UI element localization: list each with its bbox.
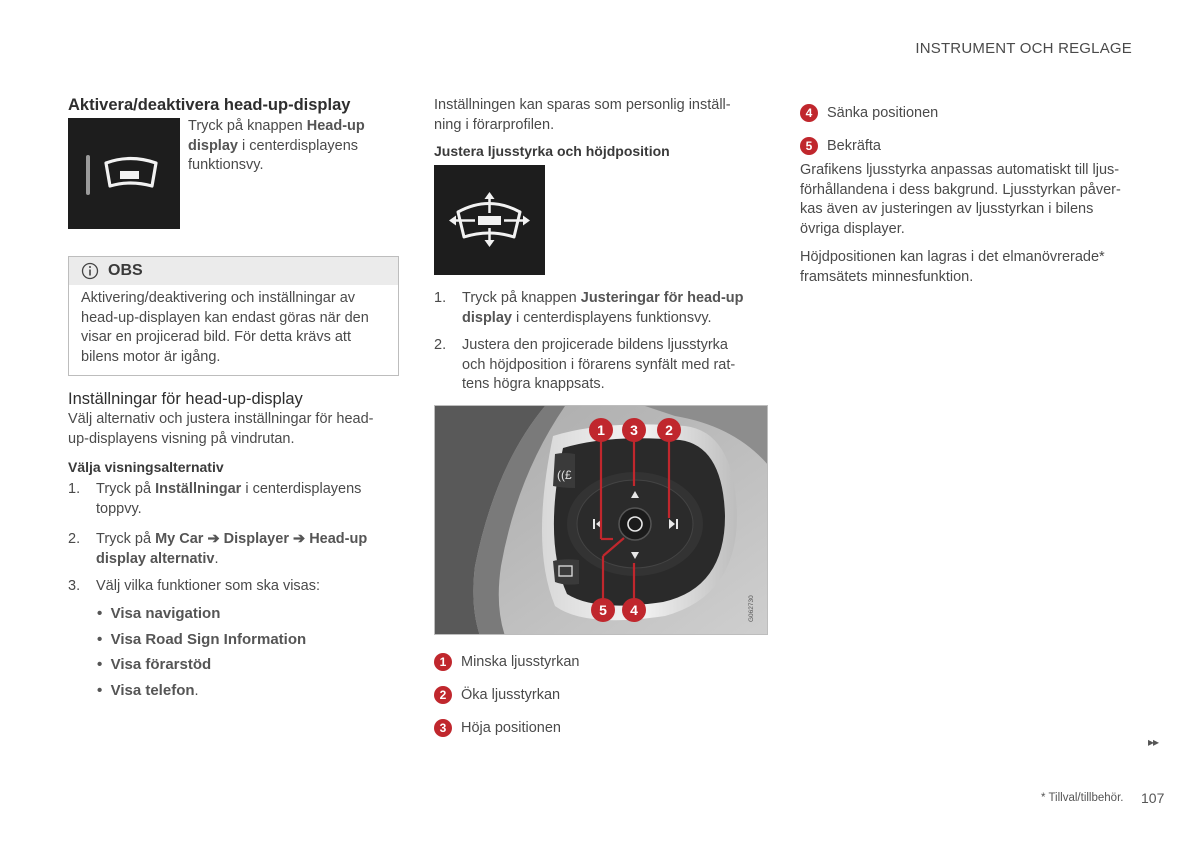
adjust-step-1: [434, 289, 774, 328]
adjust-step-1-number: 1.: [434, 290, 447, 306]
page-number: 107: [1141, 790, 1165, 806]
p1-line: övriga displayer.: [800, 220, 905, 237]
adjust-step-2-line1: Justera den projicerade bildens ljusstyrka: [462, 337, 728, 353]
bullet-suffix: .: [194, 682, 199, 699]
height-paragraph: [800, 248, 1140, 287]
brightness-paragraph: [800, 161, 1140, 239]
hud-icon: [68, 118, 180, 229]
arrow-right-icon: ➔: [293, 531, 306, 547]
steering-wheel-image: [434, 405, 768, 635]
step-1-settings: Inställningar: [155, 481, 242, 497]
bullet-text: Visa navigation: [110, 605, 221, 622]
intro-rest: i centerdisplayens: [237, 137, 359, 154]
step-3: [68, 577, 398, 597]
bullet-text: Visa förarstöd: [110, 656, 212, 673]
legend-number: 3: [434, 719, 452, 737]
head-up-label: Head-up: [306, 118, 365, 134]
adjust-step-1-b2: display: [462, 309, 512, 326]
step-3-text: Välj vilka funktioner som ska visas:: [96, 578, 321, 594]
callout-5: 5: [599, 602, 607, 618]
step-1: [68, 480, 398, 519]
step-1-line2: toppvy.: [96, 500, 142, 517]
info-icon: [81, 262, 99, 280]
legend-number: 5: [800, 137, 818, 155]
p1-line: Grafikens ljusstyrka anpassas automatiskt till ljus-: [800, 162, 1120, 178]
adjust-step-2-line3: tens högra knappsats.: [462, 376, 605, 392]
adjust-step-2-line2: och höjdposition i förarens synfält med rat-: [462, 356, 736, 373]
p1-line: kas även av justeringen av ljusstyrkan i bilens: [800, 201, 1094, 217]
title-activate: Aktivera/deaktivera head-up-display: [68, 96, 351, 114]
step-2-headup: Head-up: [309, 531, 368, 547]
callout-1: 1: [597, 422, 605, 438]
col2-intro-line2: ning i förarprofilen.: [434, 116, 555, 133]
p2-line: framsätets minnesfunktion.: [800, 268, 974, 285]
callout-3: 3: [630, 422, 638, 438]
legend-number: 1: [434, 653, 452, 671]
step-1-number: 1.: [68, 481, 81, 497]
list-item: • Visa telefon.: [97, 681, 199, 699]
section-header: INSTRUMENT OCH REGLAGE: [915, 40, 1132, 57]
adjust-button-image: [434, 165, 545, 275]
steering-wheel-illustration: [435, 406, 768, 635]
obs-box: [68, 256, 399, 376]
svg-text:((£: ((£: [557, 468, 572, 482]
adjust-step-1-b1: Justeringar för head-up: [580, 290, 744, 306]
legend-number: 4: [800, 104, 818, 122]
obs-header: [69, 257, 398, 285]
settings-text: Välj alternativ och justera inställningar för head-up-displayens visning på vindrutan.: [68, 411, 374, 447]
legend-col3: [800, 96, 938, 162]
bullet-text: Visa telefon: [110, 681, 195, 699]
callout-2: 2: [665, 422, 673, 438]
bullet-text: Visa Road Sign Information: [110, 630, 307, 648]
legend-text: Höja positionen: [461, 719, 561, 736]
next-page-icon: ▸▸: [1148, 735, 1159, 749]
legend-item: [800, 129, 938, 162]
step-2-display-alt: display alternativ: [96, 550, 215, 567]
col2-intro: [434, 96, 764, 135]
step-2-mycar: My Car: [155, 531, 204, 547]
settings-title: Inställningar för head-up-display: [68, 390, 303, 408]
display-label: display: [188, 137, 238, 154]
legend-text: Öka ljusstyrkan: [461, 686, 561, 703]
callout-4: 4: [630, 602, 638, 618]
list-item: • Visa navigation: [97, 605, 221, 622]
legend-text: Sänka positionen: [827, 104, 939, 121]
legend-item: [800, 96, 938, 129]
list-item: • Visa Road Sign Information: [97, 630, 307, 648]
intro-rest-2: funktionsvy.: [188, 157, 264, 173]
legend-text: Minska ljusstyrkan: [461, 653, 580, 670]
intro-activate: [188, 117, 398, 176]
legend-item: [434, 711, 579, 744]
sub-title-view-options: Välja visningsalternativ: [68, 459, 224, 475]
adjust-step-2-number: 2.: [434, 337, 447, 353]
step-3-number: 3.: [68, 578, 81, 594]
option-list: [97, 605, 306, 707]
col2-intro-line1: Inställningen kan sparas som personlig inställ-: [434, 97, 731, 113]
legend-col2: [434, 645, 579, 744]
step-2-number: 2.: [68, 531, 81, 547]
step-2: [68, 530, 398, 569]
intro-prefix: Tryck på knappen: [188, 118, 307, 134]
legend-item: [434, 645, 579, 678]
legend-item: [434, 678, 579, 711]
step-2-displayer: Displayer: [223, 531, 289, 547]
arrow-right-icon: ➔: [207, 531, 220, 547]
hud-button-image: [68, 118, 180, 229]
step-2-end: .: [214, 550, 219, 567]
adjust-step-1-pre: Tryck på knappen: [462, 290, 581, 306]
p2-line: Höjdpositionen kan lagras i det elmanövrerade*: [800, 249, 1105, 265]
adjust-step-2: [434, 336, 774, 395]
legend-text: Bekräfta: [827, 137, 881, 154]
image-code: G062730: [748, 595, 755, 622]
step-2-pre: Tryck på: [96, 531, 156, 547]
obs-title: OBS: [108, 262, 143, 279]
step-1-pre: Tryck på: [96, 481, 156, 497]
footnote: * Tillval/tillbehör.: [1041, 792, 1124, 804]
obs-text: Aktivering/deaktivering och inställningar av head-up-displayen kan endast göras när den visar en projicerad bild. För detta krävs att bilens motor är igång.: [81, 290, 369, 365]
step-1-post: i centerdisplayens: [241, 481, 362, 497]
adjust-hud-icon: [434, 165, 545, 275]
adjust-step-1-post: i centerdisplayens funktionsvy.: [511, 309, 712, 326]
legend-number: 2: [434, 686, 452, 704]
p1-line: förhållandena i dess bakgrund. Ljusstyrkan påver-: [800, 181, 1121, 198]
list-item: • Visa förarstöd: [97, 656, 212, 673]
sub-title-adjust: Justera ljusstyrka och höjdposition: [434, 143, 670, 159]
